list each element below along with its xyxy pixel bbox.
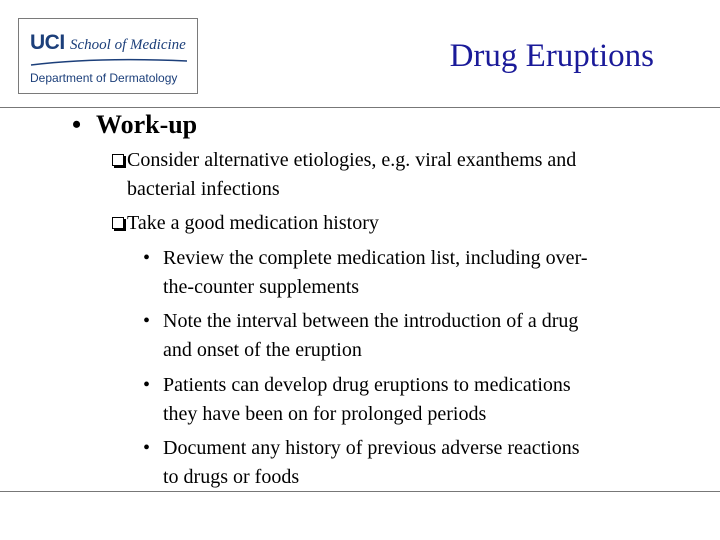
detail-line: they have been on for prolonged periods — [163, 403, 487, 425]
sub-item-line: Take a good medication history — [127, 212, 379, 234]
logo-school-text: School of Medicine — [70, 37, 186, 53]
bullet-dot: • — [143, 310, 151, 332]
bullet-dot: • — [143, 374, 151, 396]
main-bullet-text: Work-up — [96, 110, 198, 139]
main-bullet — [72, 110, 197, 140]
sub-item-line: Consider alternative etiologies, e.g. viral exanthems and — [127, 149, 577, 171]
square-bullet-icon — [112, 217, 124, 229]
bottom-divider — [0, 491, 720, 492]
detail-line: Patients can develop drug eruptions to medications — [163, 374, 571, 396]
detail-item-4 — [143, 434, 683, 492]
slide-title: Drug Eruptions — [449, 38, 654, 74]
detail-line: and onset of the eruption — [163, 339, 362, 361]
school-logo — [18, 18, 198, 94]
detail-line: Note the interval between the introduction of a drug — [163, 310, 579, 332]
square-bullet-icon — [112, 154, 124, 166]
detail-line: the-counter supplements — [163, 276, 360, 298]
detail-item-1 — [143, 244, 683, 302]
bullet-dot: • — [72, 110, 82, 139]
top-divider — [0, 107, 720, 108]
sub-item-1 — [112, 146, 692, 204]
bullet-dot: • — [143, 247, 151, 269]
logo-uci-text: UCI — [30, 31, 65, 54]
detail-line: Document any history of previous adverse reactions — [163, 437, 580, 459]
logo-swoosh-icon — [29, 55, 189, 69]
detail-line: to drugs or foods — [163, 466, 300, 488]
sub-item-2 — [112, 209, 692, 238]
detail-item-3 — [143, 371, 683, 429]
detail-line: Review the complete medication list, including over- — [163, 247, 588, 269]
logo-department-text: Department of Dermatology — [30, 71, 178, 85]
sub-item-line: bacterial infections — [127, 178, 280, 200]
bullet-dot: • — [143, 437, 151, 459]
detail-item-2 — [143, 307, 683, 365]
